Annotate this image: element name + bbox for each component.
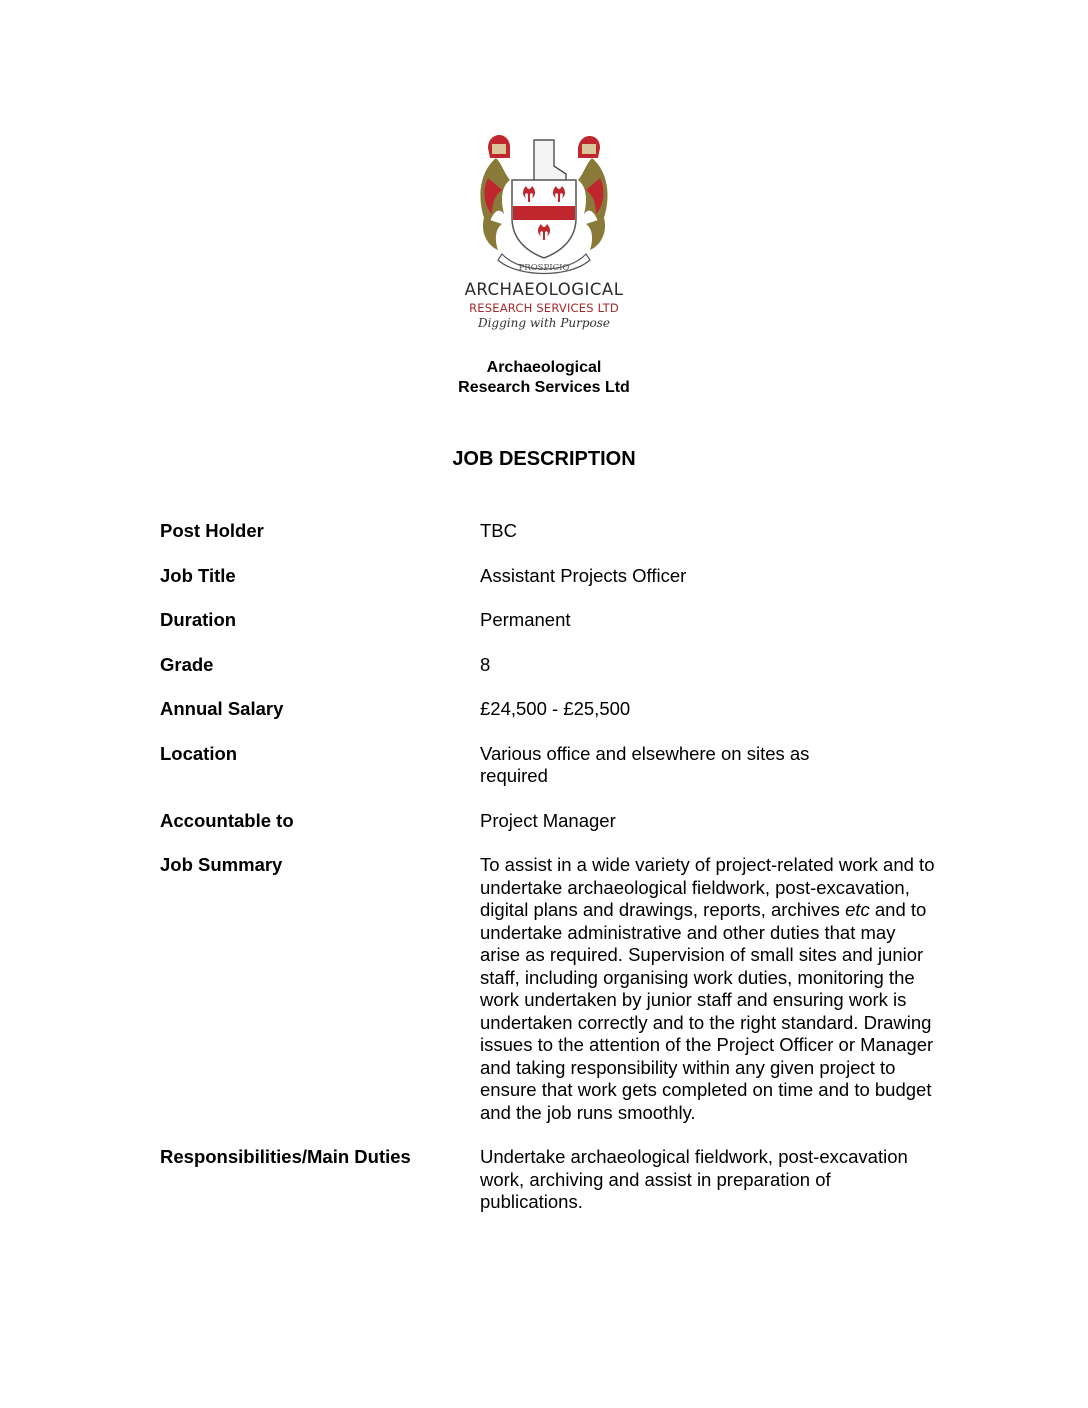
field-row-accountable-to xyxy=(160,810,940,833)
document-title: JOB DESCRIPTION xyxy=(452,448,636,470)
summary-text-italic: etc xyxy=(845,899,870,920)
field-value: TBC xyxy=(480,520,517,541)
job-details-table xyxy=(160,520,940,1236)
field-label: Responsibilities/Main Duties xyxy=(160,1146,411,1167)
field-row-annual-salary xyxy=(160,698,940,721)
field-value: 8 xyxy=(480,653,491,675)
field-label: Job Summary xyxy=(160,854,283,875)
field-value: £24,500 - £25,500 xyxy=(480,698,631,719)
company-logo xyxy=(444,118,644,330)
field-row-job-summary xyxy=(160,854,940,1124)
field-label: Annual Salary xyxy=(160,698,284,719)
logo-text-line2: RESEARCH SERVICES LTD xyxy=(469,301,619,315)
company-name xyxy=(0,358,1088,398)
logo-tagline: Digging with Purpose xyxy=(477,316,611,330)
svg-text:PROSPICIO: PROSPICIO xyxy=(518,263,570,273)
field-label: Grade xyxy=(160,653,214,675)
company-name-line2: Research Services Ltd xyxy=(458,379,630,396)
field-row-location xyxy=(160,743,940,788)
coat-of-arms-icon xyxy=(474,118,614,276)
field-label: Post Holder xyxy=(160,520,264,541)
summary-text-part2: and to undertake administrative and other duties that may arise as required. Supervision of small sites and junior staff, including organising work duties, monitoring the work undertaken by junior staff and ensuring work is undertaken correctly and to the right standard. Drawing issues to the attention of the Project Officer or Manager and taking responsibility within any given project to ensure that work gets completed on time and to budget and the job runs smoothly. xyxy=(480,899,934,1123)
summary-text-part1: To assist in a wide variety of project-related work and to undertake archaeological fieldwork, post-excavation, digital plans and drawings, reports, archives xyxy=(480,854,935,920)
field-value xyxy=(480,854,935,1124)
field-row-post-holder xyxy=(160,520,940,543)
field-value: Undertake archaeological fieldwork, post-excavation work, archiving and assist in preparation of publications. xyxy=(480,1146,908,1212)
field-value: Assistant Projects Officer xyxy=(480,564,687,586)
logo-text-line1: ARCHAEOLOGICAL xyxy=(464,280,624,299)
company-name-line1: Archaeological xyxy=(486,359,602,376)
field-value: Various office and elsewhere on sites as required xyxy=(480,742,810,786)
field-row-responsibilities xyxy=(160,1146,940,1214)
field-label: Accountable to xyxy=(160,809,294,831)
field-label: Location xyxy=(160,742,238,764)
field-value: Project Manager xyxy=(480,809,616,831)
field-label: Duration xyxy=(160,609,237,630)
field-value: Permanent xyxy=(480,609,571,630)
field-row-duration xyxy=(160,609,940,632)
field-row-grade xyxy=(160,654,940,677)
field-row-job-title xyxy=(160,565,940,588)
field-label: Job Title xyxy=(160,564,236,586)
